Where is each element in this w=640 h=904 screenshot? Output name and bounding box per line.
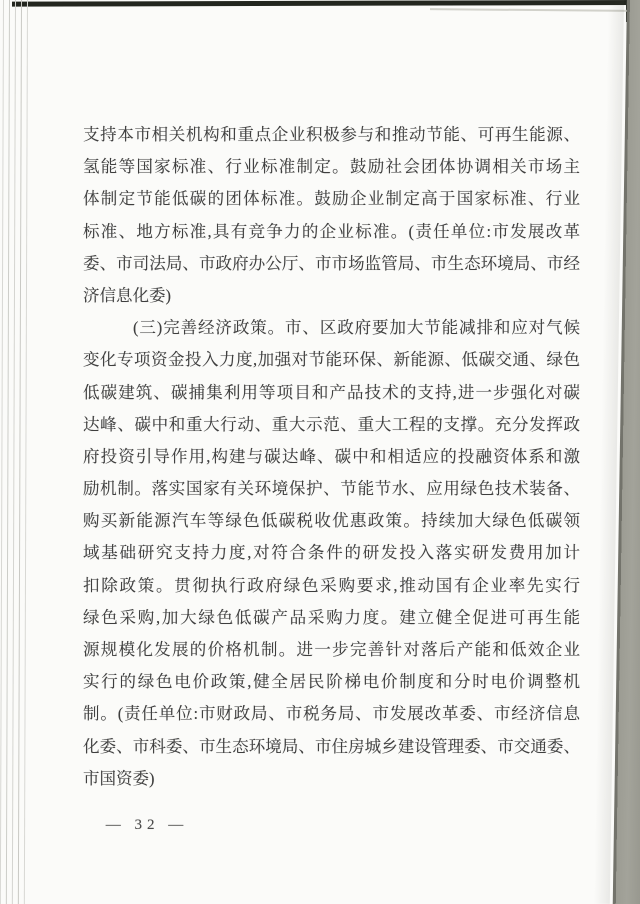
text-line: 达峰、碳中和重大行动、重大示范、重大工程的支撑。充分发挥政 [83, 414, 580, 434]
text-line: 励机制。落实国家有关环境保护、节能节水、应用绿色技术装备、 [83, 479, 580, 499]
scan-top-dark-band [12, 0, 640, 7]
text-line: 低碳建筑、碳捕集利用等项目和产品技术的支持,进一步强化对碳 [83, 382, 580, 402]
text-line: 标准、地方标准,具有竞争力的企业标准。(责任单位:市发展改革 [83, 221, 580, 241]
scan-left-page-edge-line [24, 0, 28, 904]
scan-left-page-edge-line [18, 0, 22, 904]
text-line: 济信息化委) [83, 285, 171, 305]
scan-page-top-edge-line [430, 8, 630, 12]
text-line: 市国资委) [83, 768, 155, 788]
scan-left-page-edge-line [0, 0, 4, 904]
text-line: 域基础研究支持力度,对符合条件的研发投入落实研发费用加计 [83, 543, 580, 563]
document-body [83, 119, 580, 795]
text-line: 氢能等国家标准、行业标准制定。鼓励社会团体协调相关市场主 [83, 157, 580, 177]
text-line: 支持本市相关机构和重点企业积极参与和推动节能、可再生能源、 [83, 125, 580, 144]
text-line: 变化专项资金投入力度,加强对节能环保、新能源、低碳交通、绿色 [83, 350, 580, 370]
text-line: 体制定节能低碳的团体标准。鼓励企业制定高于国家标准、行业 [83, 189, 580, 209]
text-line: 扣除政策。贯彻执行政府绿色采购要求,推动国有企业率先实行 [83, 575, 580, 595]
text-line: 源规模化发展的价格机制。进一步完善针对落后产能和低效企业 [83, 640, 580, 659]
text-line: 化委、市科委、市生态环境局、市住房城乡建设管理委、市交通委、 [83, 736, 580, 756]
text-line: 委、市司法局、市政府办公厅、市市场监管局、市生态环境局、市经 [83, 253, 580, 273]
text-line: 购买新能源汽车等绿色低碳税收优惠政策。持续加大绿色低碳领 [83, 511, 580, 531]
text-line: 府投资引导作用,构建与碳达峰、碳中和相适应的投融资体系和激 [83, 446, 580, 466]
text-line-paragraph-start: (三)完善经济政策。市、区政府要加大节能减排和应对气候 [133, 318, 580, 338]
text-line: 实行的绿色电价政策,健全居民阶梯电价制度和分时电价调整机 [83, 672, 580, 692]
page-number: — 32 — [105, 817, 189, 833]
scan-left-page-edge-line [12, 0, 16, 904]
scan-left-page-edge-line [6, 0, 10, 904]
text-line: 制。(责任单位:市财政局、市税务局、市发展改革委、市经济信息 [83, 704, 580, 724]
text-line: 绿色采购,加大绿色低碳产品采购力度。建立健全促进可再生能 [83, 607, 580, 627]
